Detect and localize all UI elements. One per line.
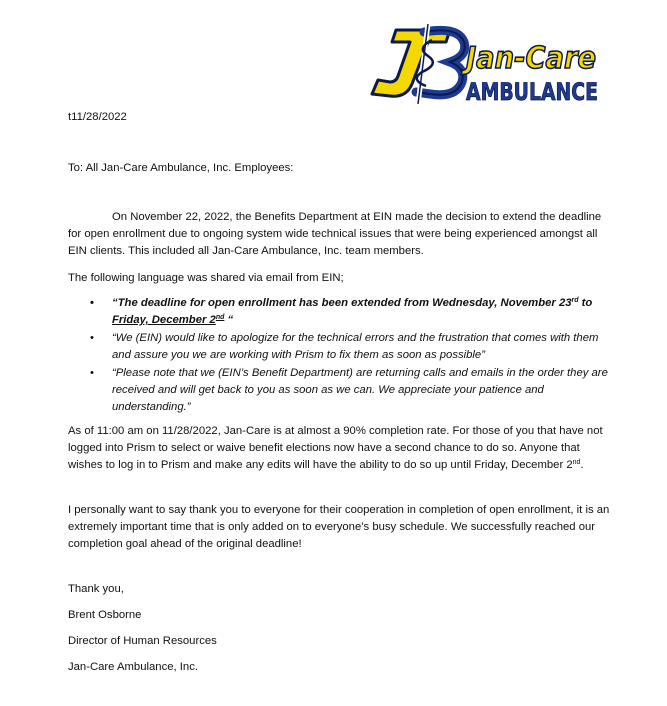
quote-intro: The following language was shared via email from EIN; bbox=[68, 272, 344, 284]
paragraph-1-text: On November 22, 2022, the Benefits Department at EIN made the decision to extend the deadline for open enrollment due to ongoing system wide technical issues that were being experienced amongst all EIN clients. This included all Jan-Care Ambulance, Inc. team members. bbox=[68, 211, 602, 257]
closing: Thank you, bbox=[68, 583, 124, 595]
jan-care-ambulance-logo bbox=[366, 22, 602, 108]
ordinal-suffix: nd bbox=[215, 314, 225, 321]
quote-item bbox=[90, 330, 610, 364]
salutation: To: All Jan-Care Ambulance, Inc. Employees: bbox=[68, 162, 294, 174]
quote-item bbox=[90, 365, 610, 416]
star-of-life-emblem-icon bbox=[372, 24, 465, 104]
quote-1-text: “The deadline for open enrollment has been extended from Wednesday, November 23 bbox=[112, 297, 572, 309]
bullet-icon: • bbox=[90, 367, 94, 379]
brand-line1-text: Jan-Care bbox=[461, 41, 596, 76]
signer-company: Jan-Care Ambulance, Inc. bbox=[68, 661, 198, 673]
quote-1-close: “ bbox=[224, 314, 234, 326]
ordinal-suffix: rd bbox=[571, 297, 579, 304]
body-paragraph-3: I personally want to say thank you to everyone for their cooperation in completion of open enrollment, it is an extremely important time that is only added on to everyone’s busy schedule. We successfully reached our completion goal ahead of the original deadline! bbox=[68, 504, 610, 550]
quote-2-text: “We (EIN) would like to apologize for the technical errors and the frustration that comes with them and assure you we are working with Prism to fix them as soon as possible” bbox=[112, 332, 599, 361]
quote-item bbox=[90, 295, 610, 329]
paragraph-2-end: . bbox=[580, 459, 584, 471]
ordinal-suffix: nd bbox=[572, 459, 581, 466]
brand-line2-text: AMBULANCE bbox=[466, 78, 598, 106]
quote-list bbox=[90, 295, 610, 417]
signer-name: Brent Osborne bbox=[68, 609, 142, 621]
quote-1-connector: to bbox=[578, 297, 593, 309]
letter-date: t11/28/2022 bbox=[68, 111, 127, 123]
paragraph-2-text: As of 11:00 am on 11/28/2022, Jan-Care is at almost a 90% completion rate. For those of you that have not logged into Prism to select or waive benefit elections now have a second chance to do so. Anyone that wishes to log in to Prism and make any edits will have the ability to do so up until Friday, December 2 bbox=[68, 425, 603, 471]
quote-1-new-deadline: Friday, December 2 bbox=[112, 314, 216, 326]
bullet-icon: • bbox=[90, 297, 94, 309]
quote-3-text: “Please note that we (EIN’s Benefit Department) are returning calls and emails in the order they are received and will get back to you as soon as we can. We appreciate your patience and understanding.” bbox=[112, 367, 608, 413]
body-paragraph-1 bbox=[68, 209, 608, 260]
body-paragraph-2 bbox=[68, 423, 616, 474]
bullet-icon: • bbox=[90, 332, 94, 344]
signer-title: Director of Human Resources bbox=[68, 635, 217, 647]
